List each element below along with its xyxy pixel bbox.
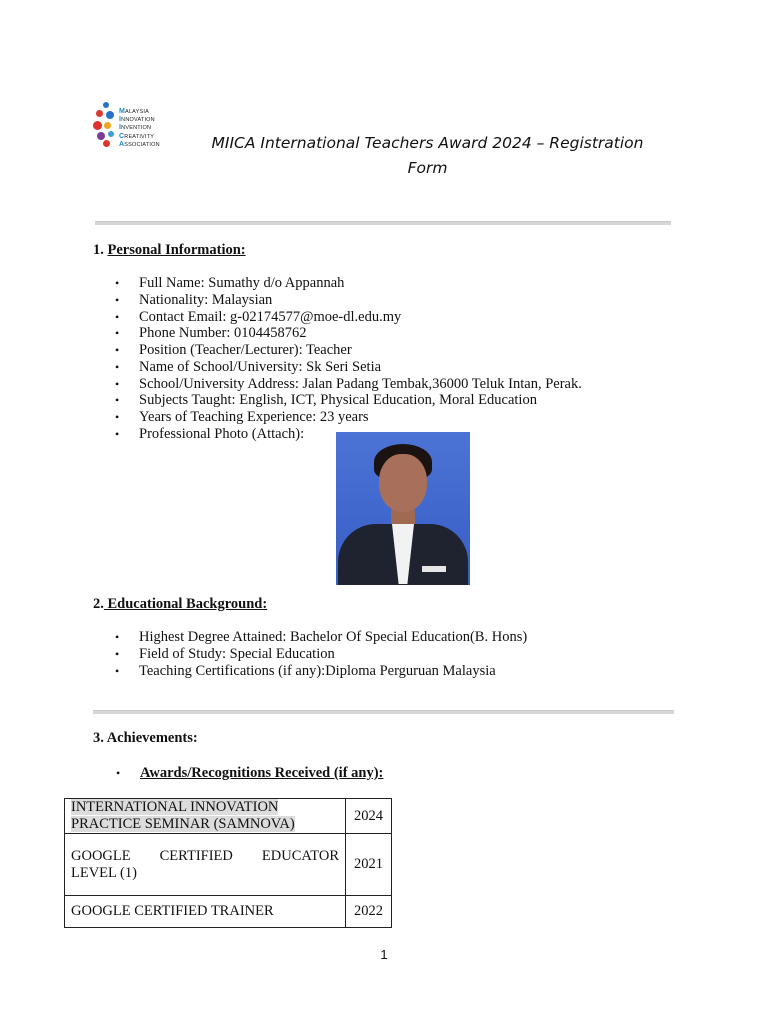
- award-year: 2022: [346, 896, 392, 928]
- list-item: • Contact Email: g-02174577@moe-dl.edu.my: [93, 309, 582, 326]
- list-item: • Highest Degree Attained: Bachelor Of Special Education(B. Hons): [93, 629, 527, 646]
- list-item: • Full Name: Sumathy d/o Appannah: [93, 275, 582, 292]
- title-line-1: MIICA International Teachers Award 2024 – Registration: [211, 134, 644, 152]
- section-achievements-heading: 3. Achievements:: [93, 730, 198, 746]
- logo-dots-icon: [93, 102, 121, 150]
- list-item: • Position (Teacher/Lecturer): Teacher: [93, 342, 582, 359]
- table-row: [65, 799, 392, 834]
- name-tag-icon: [422, 566, 446, 572]
- award-name: GOOGLE CERTIFIED EDUCATOR LEVEL (1): [65, 834, 346, 896]
- list-item: • School/University Address: Jalan Padang Tembak,36000 Teluk Intan, Perak.: [93, 376, 582, 393]
- awards-subheading: • Awards/Recognitions Received (if any):: [116, 765, 384, 781]
- section-education-heading: 2. Educational Background:: [93, 596, 268, 612]
- list-item: • Nationality: Malaysian: [93, 292, 582, 309]
- miica-logo: [93, 96, 171, 154]
- education-list: [93, 629, 527, 679]
- list-item: • Name of School/University: Sk Seri Setia: [93, 359, 582, 376]
- page-number: 1: [380, 947, 388, 962]
- title-line-2: Form: [407, 159, 448, 177]
- awards-table: [64, 798, 392, 928]
- list-item: • Phone Number: 0104458762: [93, 325, 582, 342]
- award-year: 2021: [346, 834, 392, 896]
- award-year: 2024: [346, 799, 392, 834]
- document-title: [190, 131, 665, 181]
- award-name: GOOGLE CERTIFIED TRAINER: [65, 896, 346, 928]
- divider-top: [95, 221, 671, 225]
- logo-wordmark: MALAYSIA INNOVATION INVENTION CREATIVITY ASSOCIATION: [119, 108, 160, 148]
- personal-info-list: [93, 275, 582, 443]
- list-item: • Teaching Certifications (if any):Diploma Perguruan Malaysia: [93, 663, 527, 680]
- professional-photo: [336, 432, 470, 585]
- list-item: • Field of Study: Special Education: [93, 646, 527, 663]
- list-item: • Subjects Taught: English, ICT, Physical Education, Moral Education: [93, 392, 582, 409]
- table-row: [65, 834, 392, 896]
- list-item: • Years of Teaching Experience: 23 years: [93, 409, 582, 426]
- divider-middle: [93, 710, 674, 714]
- list-item: • Professional Photo (Attach):: [93, 426, 582, 443]
- section-personal-heading: 1. Personal Information:: [93, 242, 246, 258]
- table-row: [65, 896, 392, 928]
- award-name: INTERNATIONAL INNOVATION PRACTICE SEMINAR (SAMNOVA): [65, 799, 346, 834]
